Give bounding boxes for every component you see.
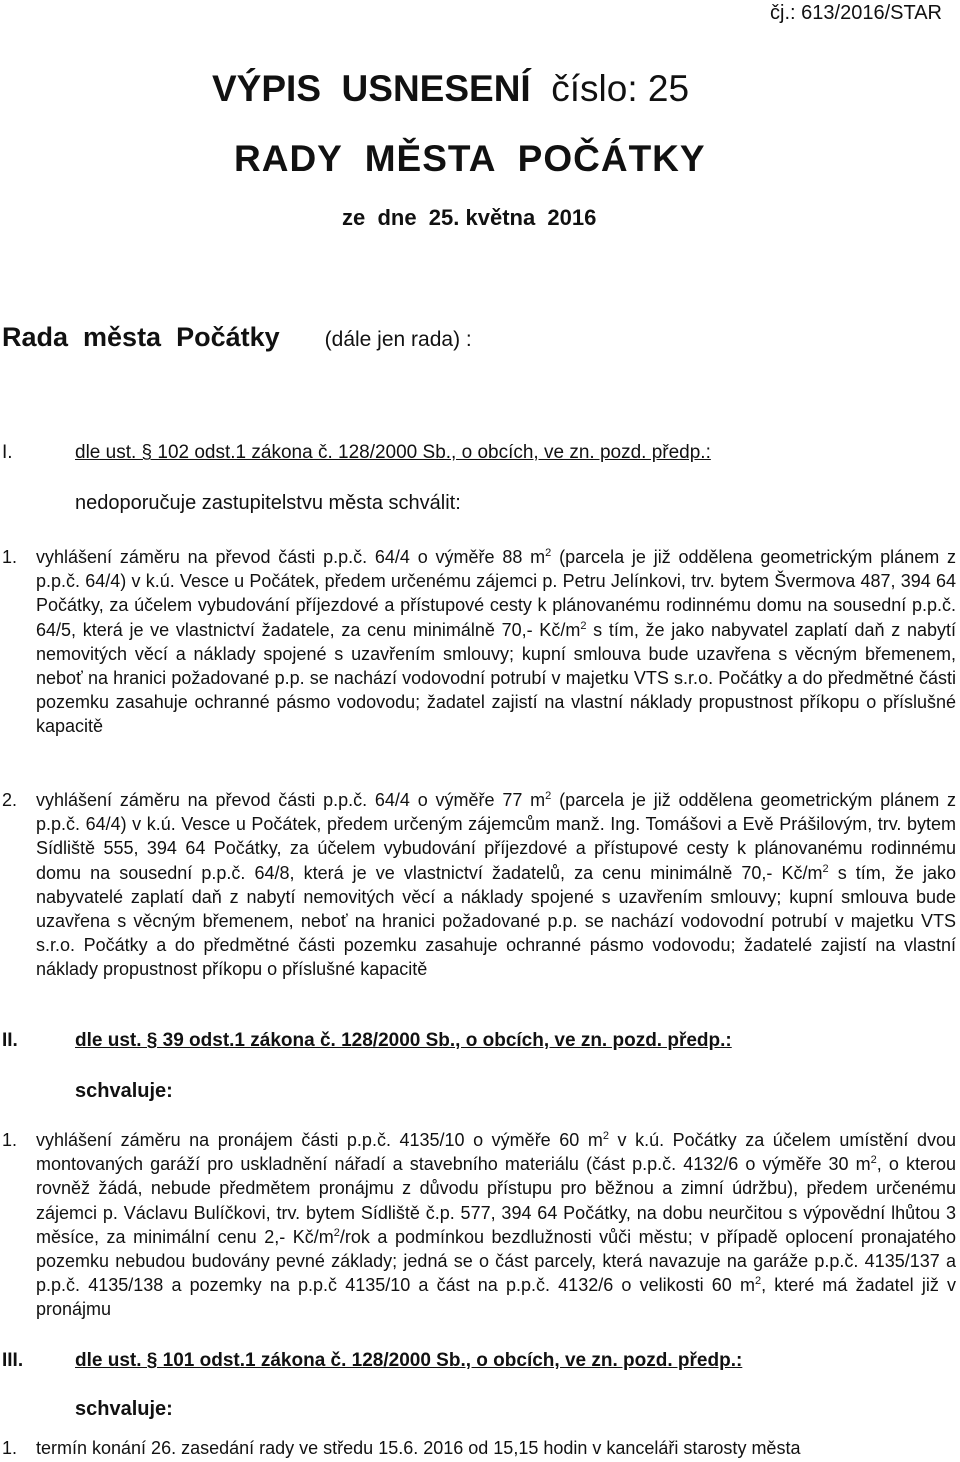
council-title: RADY MĚSTA POČÁTKY — [234, 138, 706, 179]
meeting-date: ze dne 25. května 2016 — [342, 205, 597, 230]
item-number: 1. — [2, 1130, 18, 1150]
title-text: VÝPIS USNESENÍ — [212, 68, 531, 109]
section-heading: dle ust. § 102 odst.1 zákona č. 128/2000 Sb., o obcích, ve zn. pozd. předp.: — [75, 442, 711, 463]
section-verdict: schvaluje: — [75, 1080, 173, 1102]
section-numeral: I. — [2, 442, 13, 463]
document-title — [212, 68, 689, 110]
item-text: vyhlášení záměru na převod části p.p.č. 64/4 o výměře 88 $m^2$ (parcela je již oddělena geometrickým plánem z p.p.č. 64/4) v k.ú. Vesce u Počátek, předem určenému zájemci p. Petru Jelínkovi, trv. bytem Švermova 487, 394 64 Počátky, za účelem vybudování příjezdové a přístupové cesty k plánovanému rodinnému domu na sousední p.p.č. 64/5, která je ve vlastnictví žadatele, za cenu minimálně 70,- $Kč/m^2$ s tím, že jako nabyvatel zaplatí daň z nabytí nemovitých věcí a náklady spojené s uzavřením smlouvy; kupní smlouva bude uzavřena s věcným břemenem, neboť na hranici požadované p.p. se nachází vodovodní potrubí v majetku VTS s.r.o. Počátky a do předmětné části pozemku zasahuje ochranné pásmo vodovodu; žadatel zajistí na vlastní náklady propustnost příkopu o příslušné kapacitě — [36, 547, 956, 737]
item-number: 2. — [2, 790, 18, 810]
document-reference: čj.: 613/2016/STAR — [770, 2, 942, 24]
resolution-item — [2, 788, 956, 982]
resolution-item — [2, 1128, 956, 1322]
item-number: 1. — [2, 547, 18, 567]
item-number: 1. — [2, 1438, 18, 1458]
resolution-item — [2, 1436, 956, 1460]
item-text: vyhlášení záměru na převod části p.p.č. 64/4 o výměře 77 $m^2$ (parcela je již oddělena geometrickým plánem z p.p.č. 64/4) v k.ú. Vesce u Počátek, předem určeným zájemcům manž. Ing. Tomášovi a Evě Prášilovým, trv. bytem Sídliště 555, 394 64 Počátky, za účelem vybudování příjezdové a přístupové cesty k plánovanému rodinnému domu na sousední p.p.č. 64/8, která je ve vlastnictví žadatelů, za cenu minimálně 70,- $Kč/m^2$ s tím, že jako nabyvatelé zaplatí daň z nabytí nemovitých věcí a náklady spojené s uzavřením smlouvy; kupní smlouva bude uzavřena s věcným břemenem, neboť na hranici požadované p.p. se nachází vodovodní potrubí v majetku VTS s.r.o. Počátky a do předmětné části pozemku zasahuje ochranné pásmo vodovodu; žadatelé zajistí na vlastní náklady propustnost příkopu o příslušné kapacitě — [36, 790, 956, 980]
resolution-item — [2, 545, 956, 739]
item-text: vyhlášení záměru na pronájem části p.p.č. 4135/10 o výměře 60 $m^2$ v k.ú. Počátky za účelem umístění dvou montovaných garáží pro uskladnění nářadí a stavebního materiálu (část p.p.č. 4132/6 o výměře 30 $m^2$, o kterou rovněž žádá, nebude předmětem pronájmu z důvodu přístupu pro běžnou a zimní údržbu), předem určenému zájemci p. Václavu Bulíčkovi, trv. bytem Sídliště č.p. 577, 394 64 Počátky, na dobu neurčitou s výpovědní lhůtou 3 měsíce, za minimální cenu 2,- $Kč/m^2$/rok a podmínkou bezdlužnosti vůči městu; v případě oplocení pronajatého pozemku nebudou budovány pevné základy; jedná se o část parcely, která navazuje na garáže p.p.č. 4135/137 a p.p.č. 4135/138 a pozemky na p.p.č 4135/10 a část na p.p.č. 4132/6 o velikosti 60 $m^2$, které má žadatel již v pronájmu — [36, 1130, 957, 1320]
section-heading: dle ust. § 101 odst.1 zákona č. 128/2000 Sb., o obcích, ve zn. pozd. předp.: — [75, 1350, 743, 1371]
council-note: (dále jen rada) : — [324, 328, 472, 351]
section-heading: dle ust. § 39 odst.1 zákona č. 128/2000 Sb., o obcích, ve zn. pozd. předp.: — [75, 1030, 732, 1051]
section-verdict: nedoporučuje zastupitelstvu města schválit: — [75, 492, 461, 514]
item-text: termín konání 26. zasedání rady ve středu 15.6. 2016 od 15,15 hodin v kanceláři starosty města — [36, 1438, 801, 1458]
council-intro — [2, 322, 472, 353]
resolution-number: číslo: 25 — [551, 68, 690, 109]
section-verdict: schvaluje: — [75, 1398, 173, 1420]
section-numeral: III. — [2, 1350, 24, 1371]
council-name: Rada města Počátky — [2, 322, 280, 352]
section-numeral: II. — [2, 1030, 18, 1051]
